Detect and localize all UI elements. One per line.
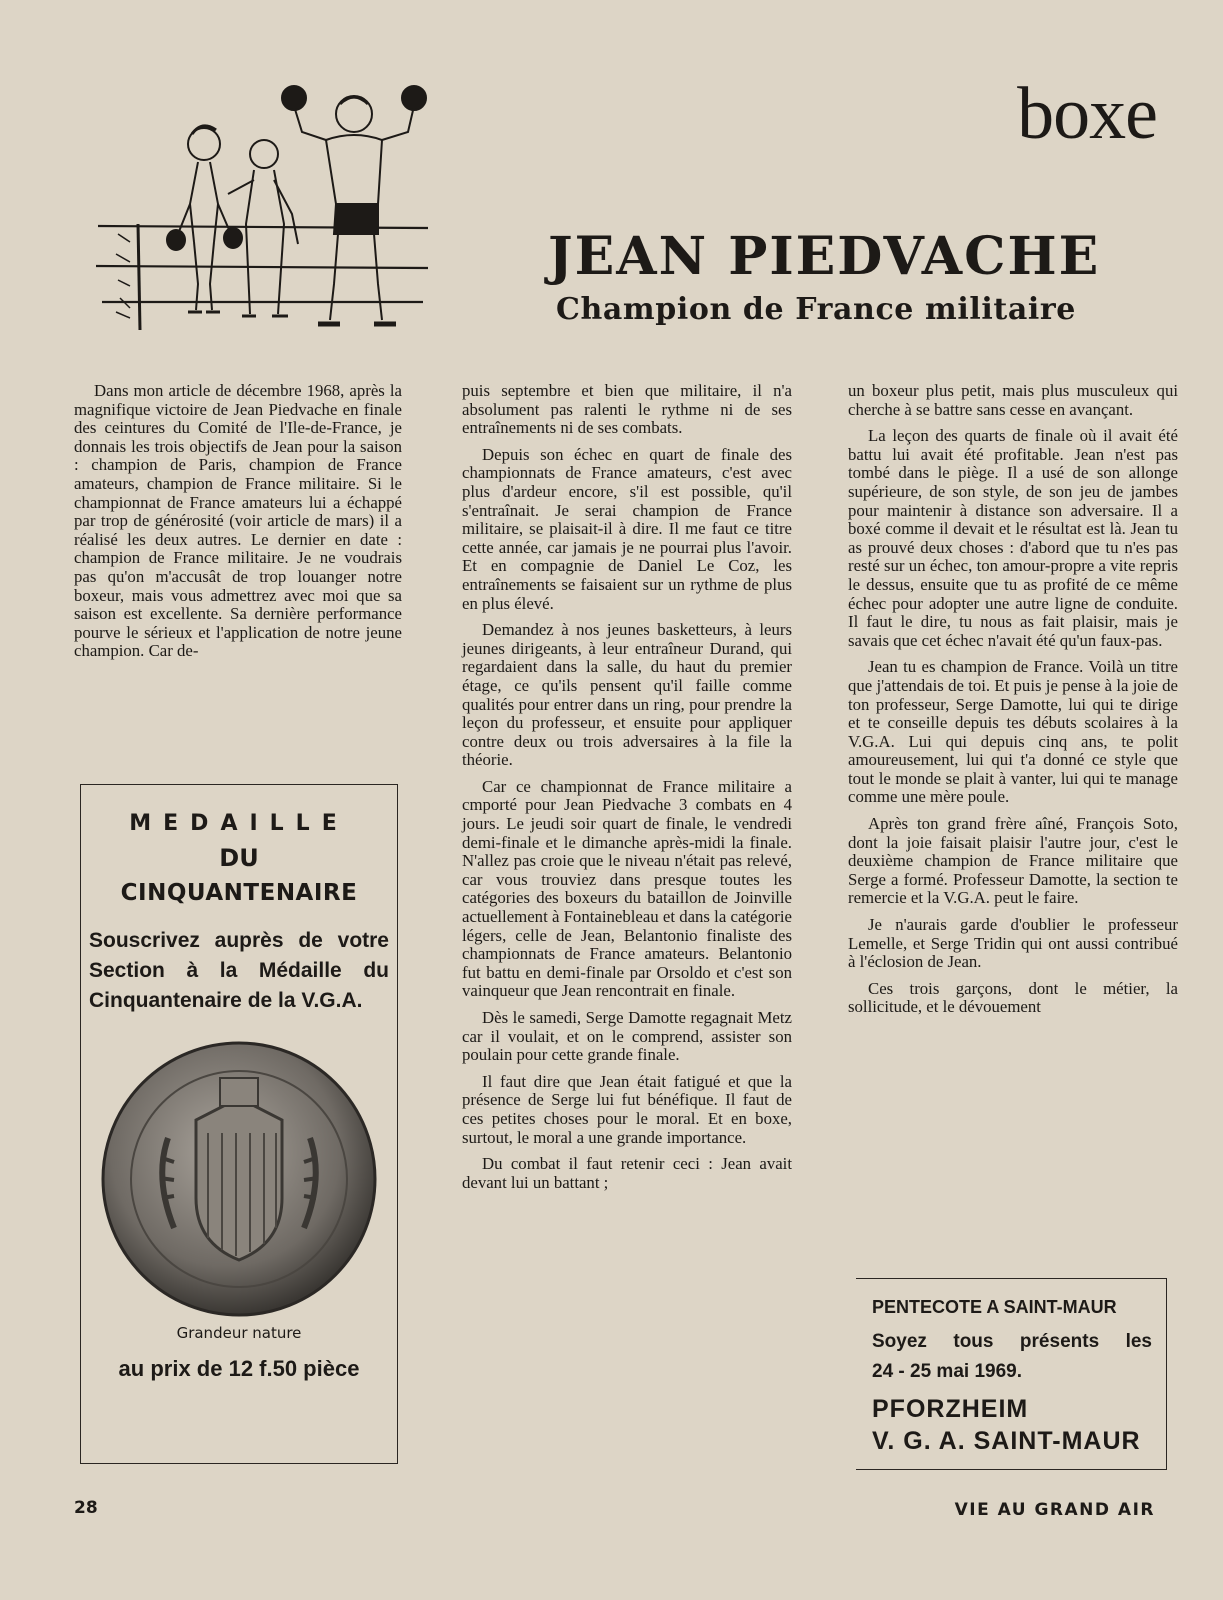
article-column-3 — [848, 382, 1178, 1025]
article-column-1 — [74, 382, 402, 669]
paragraph: Ces trois garçons, dont le métier, la sollicitude, et le dévouement — [848, 978, 1178, 1017]
medal-image — [98, 1038, 380, 1320]
page-number: 28 — [74, 1498, 98, 1518]
subheadline: Champion de France militaire — [556, 292, 1076, 327]
paragraph: Après ton grand frère aîné, François Soto, dont la joie faisait plaisir l'autre jour, c'est le deuxième champion de France militaire que Serge a formé. Professeur Damotte, la section te remercie et la V.G.A. peut le faire. — [848, 814, 1178, 908]
medal-price: au prix de 12 f.50 pièce — [118, 1356, 360, 1381]
article-column-2 — [462, 382, 792, 1200]
pentecote-announcement — [856, 1278, 1167, 1470]
headline: JEAN PIEDVACHE — [548, 226, 1101, 287]
announcement-text: Soyez tous présents les — [872, 1331, 1152, 1352]
medal-ad-subtitle: CINQUANTENAIRE — [120, 880, 358, 906]
section-title: boxe — [1017, 73, 1157, 155]
paragraph: Car ce championnat de France militaire a cmporté pour Jean Piedvache 3 combats en 4 jours. Le jeudi soir quart de finale, le vendredi demi-finale et le dimanche après-midi la finale. N'allez pas croie que le niveau n'était pas relevé, car vous trouviez dans presque toutes les catégories des boxeurs du bataillon de Joinville actuellement à Fontainebleau et dans la catégorie légers, celle de Jean, Belantonio finaliste des championnats de France amateurs. Belantonio fut battu en demi-finale par Orsoldo et c'est son vainqueur que Jean rencontrait en finale. — [462, 776, 792, 1001]
paragraph: puis septembre et bien que militaire, il n'a absolument pas ralenti le rythme ni de ses entraînements ni de ses combats. — [462, 381, 792, 438]
announcement-date: 24 - 25 mai 1969. — [872, 1361, 1022, 1382]
announcement-heading: PENTECOTE A SAINT-MAUR — [872, 1297, 1117, 1317]
paragraph: Jean tu es champion de France. Voilà un titre que j'attendais de toi. Et puis je pense à la joie de ton professeur, Serge Damotte, lui qui te dirige et te conseille depuis tes débuts scolaires à la V.G.A. Lui qui depuis cinq ans, te polit amoureusement, lui qui t'a donné ce style que tout le monde se plait à vanter, lui qui te manage comme une mère poule. — [848, 657, 1178, 807]
medal-caption: Grandeur nature — [176, 1324, 302, 1342]
paragraph: Du combat il faut retenir ceci : Jean avait devant lui un battant ; — [462, 1154, 792, 1192]
medal-advertisement — [80, 784, 398, 1464]
paragraph: Il faut dire que Jean était fatigué et que la présence de Serge lui fut bénéfique. Il faut de ces petites choses pour le moral. Et en boxe, surtout, le moral a une grande importance. — [462, 1071, 792, 1147]
paragraph: Depuis son échec en quart de finale des championnats de France amateurs, c'est avec plus d'ardeur encore, s'il est possible, qu'il s'entraînait. Je serai champion de France militaire, se plaisait-il à dire. Il me faut ce titre cette année, car jamais je ne pourrai plus l'avoir. Et en compagnie de Daniel Le Coz, les entraînements se faisaient sur un rythme de plus en plus élevé. — [462, 444, 792, 613]
paragraph: Dans mon article de décembre 1968, après la magnifique victoire de Jean Piedvache en finale des ceintures du Comité de l'Ile-de-France, je donnais les trois objectifs de Jean pour la saison : champion de Paris, champion de France amateurs, champion de France militaire. Si le championnat de France amateurs lui a échappé par trop de générosité (voir article de mars) il a réalisé les deux autres. Le dernier en date : champion de France militaire. Je ne voudrais pas qu'on m'accusât de trop louanger notre boxeur, mais vous admettrez avec moi que sa saison est excellente. Sa dernière performance pourve le sérieux et l'application de notre jeune champion. Car de- — [74, 381, 402, 661]
announcement-team: PFORZHEIM — [872, 1395, 1029, 1423]
medal-ad-subtitle: DU — [219, 844, 259, 872]
boxers-illustration — [78, 84, 438, 340]
medal-ad-title: MEDAILLE — [129, 811, 349, 836]
paragraph: Demandez à nos jeunes basketteurs, à leurs jeunes dirigeants, à leur entraîneur Durand, qui regardaient dans la salle, du haut du premier étage, ce qu'ils pensent qu'il faille comme qualités pour entrer dans un ring, pour prendre la leçon du professeur, et ensuite pour appliquer contre deux ou trois adversaires à la file la théorie. — [462, 620, 792, 770]
paragraph: La leçon des quarts de finale où il avait été battu lui avait été profitable. Jean n'est pas tombé dans le piège. Il a usé de son allonge supérieure, de son style, de son jeu de jambes pour maintenir à distance son adversaire. Il a boxé comme il devait et le résultat est là. Jean tu as prouvé deux choses : d'abord que tu n'es pas resté sur un échec, ton amour-propre a vite repris le dessus, ensuite que tu as profité de ce même échec pour adopter une autre ligne de conduite. Il faut le dire, tu nous as fait plaisir, mais je savais que cet échec n'avait été qu'un faux-pas. — [848, 426, 1178, 650]
paragraph: un boxeur plus petit, mais plus musculeux qui cherche à se battre sans cesse en avançant. — [848, 381, 1178, 419]
announcement-team: V. G. A. SAINT-MAUR — [872, 1427, 1141, 1455]
medal-ad-text: Souscrivez auprès de votre Section à la Médaille du Cinquantenaire de la V.G.A. — [89, 929, 389, 1012]
paragraph: Je n'aurais garde d'oublier le professeur Lemelle, et Serge Tridin qui ont aussi contribué à l'éclosion de Jean. — [848, 915, 1178, 972]
magazine-name: VIE AU GRAND AIR — [954, 1500, 1155, 1520]
paragraph: Dès le samedi, Serge Damotte regagnait Metz car il voulait, et on le comprend, assister son poulain pour cette grande finale. — [462, 1008, 792, 1065]
